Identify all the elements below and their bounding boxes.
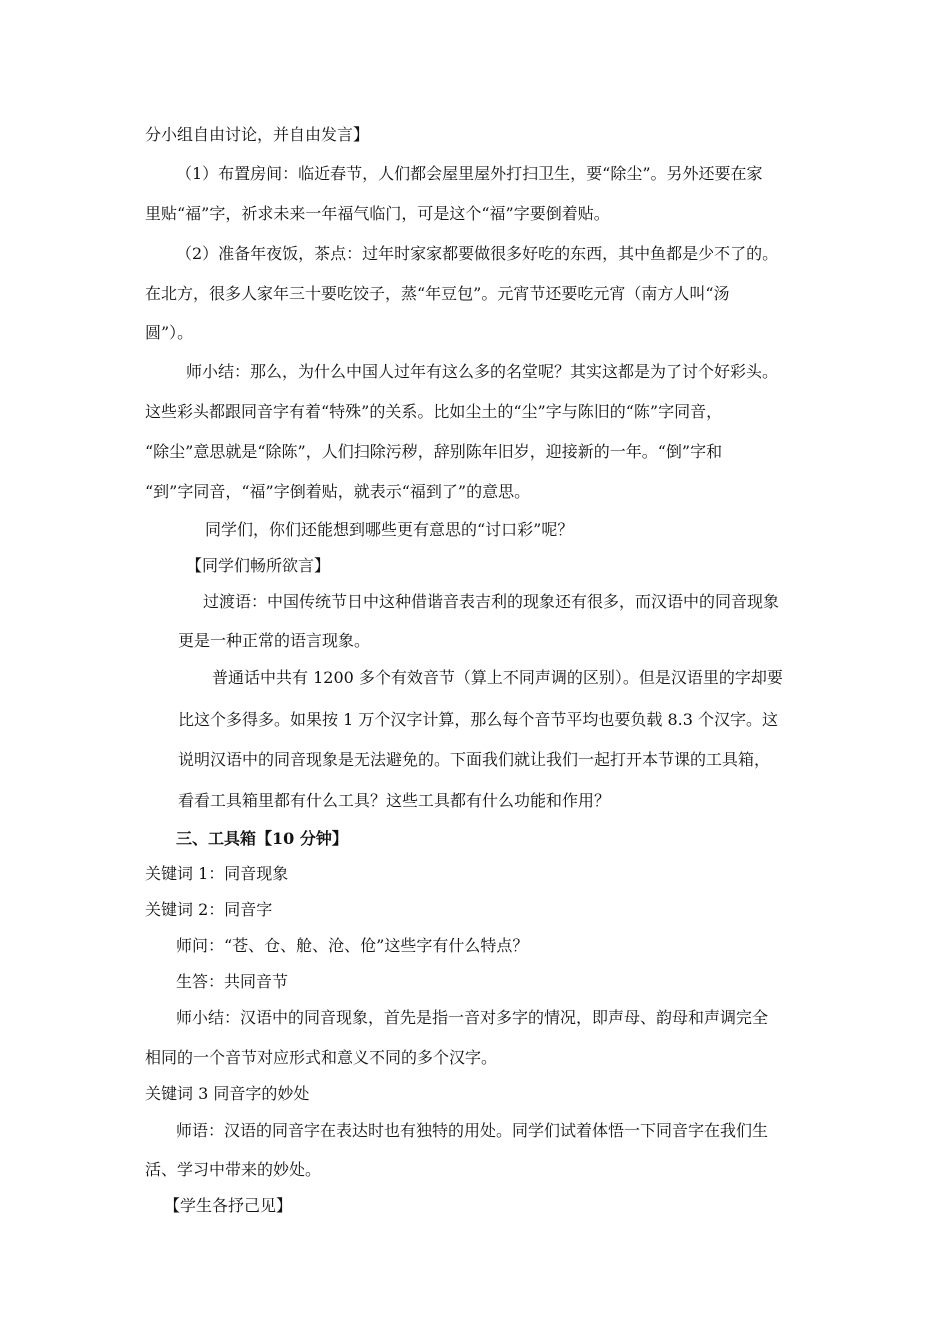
text-line: 师语：汉语的同音字在表达时也有独特的用处。同学们试着体悟一下同音字在我们生	[176, 1121, 769, 1140]
text-line: 相同的一个音节对应形式和意义不同的多个汉字。	[145, 1048, 498, 1067]
text-line: 看看工具箱里都有什么工具？这些工具都有什么功能和作用？	[178, 791, 611, 810]
text-line: （1）布置房间：临近春节，人们都会屋里屋外打扫卫生，要“除尘”。另外还要在家	[176, 164, 763, 183]
text-line: 在北方，很多人家年三十要吃饺子，蒸“年豆包”。元宵节还要吃元宵（南方人叫“汤	[145, 284, 730, 303]
text-line: 更是一种正常的语言现象。	[178, 631, 371, 650]
text-line: 关键词 1：同音现象	[145, 864, 289, 883]
text-line: 师小结：那么，为什么中国人过年有这么多的名堂呢？其实这都是为了讨个好彩头。	[186, 362, 779, 381]
text-line: 说明汉语中的同音现象是无法避免的。下面我们就让我们一起打开本节课的工具箱，	[178, 750, 771, 769]
text-line: “除尘”意思就是“除陈”，人们扫除污秽，辞别陈年旧岁，迎接新的一年。“倒”字和	[145, 442, 723, 461]
text-line: 师问：“苍、仓、舱、沧、伧”这些字有什么特点？	[176, 936, 529, 955]
text-line: （2）准备年夜饭，茶点：过年时家家都要做很多好吃的东西，其中鱼都是少不了的。	[176, 244, 779, 263]
text-line: 分小组自由讨论，并自由发言】	[145, 125, 370, 144]
text-line: 关键词 2：同音字	[145, 900, 273, 919]
text-line: “到”字同音，“福”字倒着贴，就表示“福到了”的意思。	[145, 482, 531, 501]
text-line: 圆”）。	[145, 323, 194, 342]
text-line: 【同学们畅所欲言】	[186, 556, 331, 575]
text-line: 比这个多得多。如果按 1 万个汉字计算，那么每个音节平均也要负载 8.3 个汉字。这	[178, 710, 778, 729]
text-line: 里贴“福”字，祈求未来一年福气临门，可是这个“福”字要倒着贴。	[145, 204, 610, 223]
text-line: 关键词 3 同音字的妙处	[145, 1084, 310, 1103]
text-line: 同学们，你们还能想到哪些更有意思的“讨口彩”呢？	[205, 520, 574, 539]
text-line: 活、学习中带来的妙处。	[145, 1160, 322, 1179]
text-line: 这些彩头都跟同音字有着“特殊”的关系。比如尘土的“尘”字与陈旧的“陈”字同音，	[145, 402, 723, 421]
text-line: 生答：共同音节	[176, 972, 289, 991]
text-line: 普通话中共有 1200 多个有效音节（算上不同声调的区别）。但是汉语里的字却要	[212, 668, 783, 687]
text-line: 师小结：汉语中的同音现象，首先是指一音对多字的情况，即声母、韵母和声调完全	[176, 1008, 769, 1027]
text-line: 【学生各抒己见】	[164, 1196, 293, 1215]
text-line: 过渡语：中国传统节日中这种借谐音表吉利的现象还有很多，而汉语中的同音现象	[203, 592, 780, 611]
section-heading: 三、工具箱【10 分钟】	[176, 829, 348, 848]
